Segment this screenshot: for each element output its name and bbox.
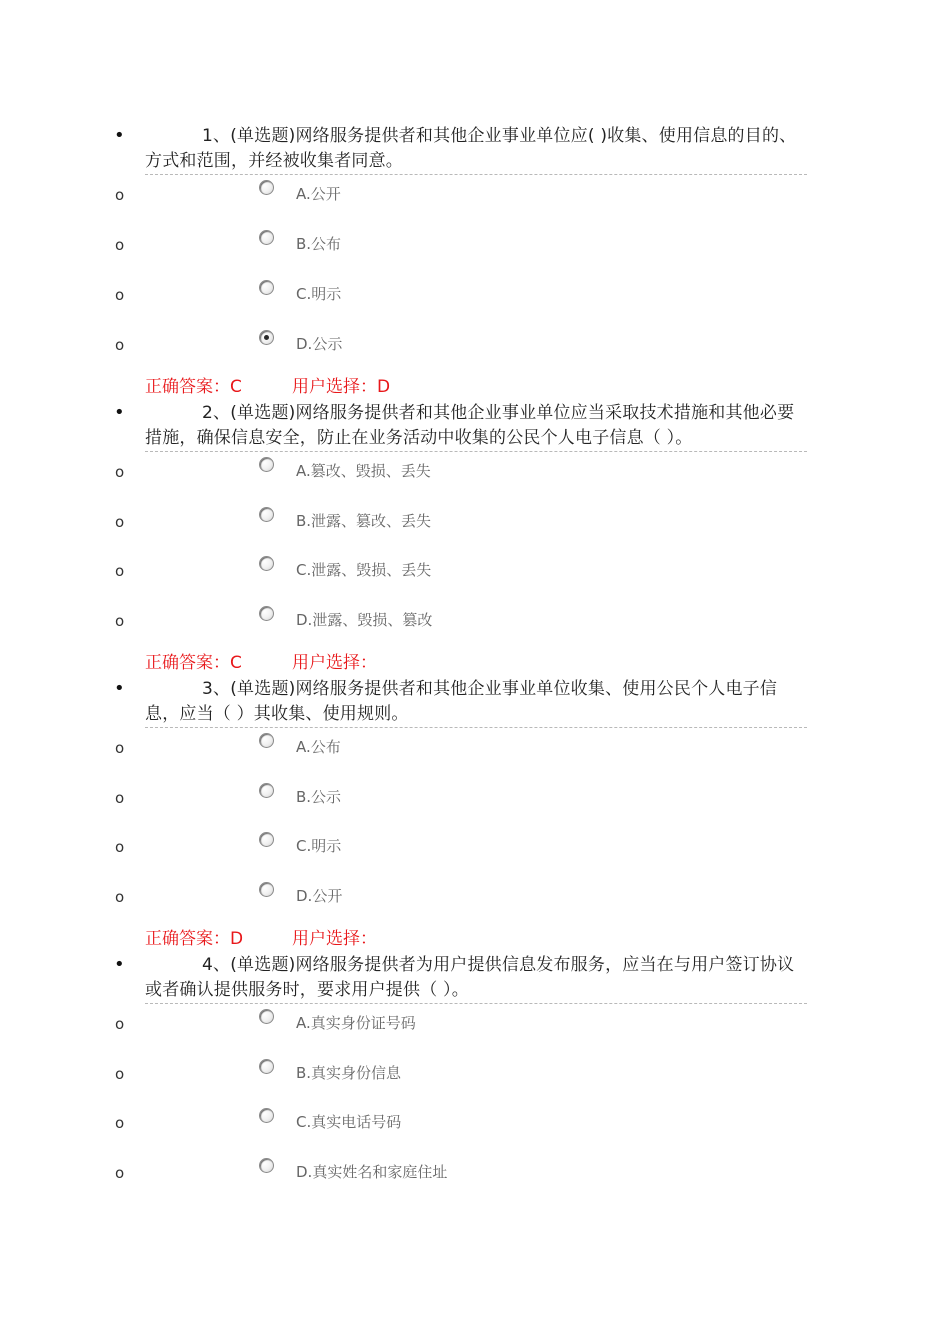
option-bullet: o <box>115 513 125 531</box>
option-bullet: o <box>115 562 125 580</box>
question-bullet: • <box>114 954 125 975</box>
correct-answer: 正确答案：C <box>145 653 242 673</box>
radio-button[interactable] <box>259 180 274 195</box>
option-bullet: o <box>115 789 125 807</box>
option-bullet: o <box>115 336 125 354</box>
correct-answer: 正确答案：C <box>145 377 242 397</box>
option-row <box>0 783 950 813</box>
radio-button[interactable] <box>259 1158 274 1173</box>
question-text: 4、(单选题)网络服务提供者为用户提供信息发布服务，应当在与用户签订协议或者确认提供服务时，要求用户提供（ ）。 <box>145 955 795 1000</box>
option-label: B.真实身份信息 <box>296 1064 402 1082</box>
option-row <box>0 1009 950 1039</box>
question-bullet: • <box>114 678 125 699</box>
option-label: B.公示 <box>296 788 342 806</box>
option-row <box>0 556 950 586</box>
radio-button[interactable] <box>259 230 274 245</box>
option-label: A.公开 <box>296 185 341 203</box>
option-label: D.泄露、毁损、篡改 <box>296 611 433 629</box>
option-bullet: o <box>115 236 125 254</box>
option-bullet: o <box>115 838 125 856</box>
option-row <box>0 457 950 487</box>
radio-button[interactable] <box>259 783 274 798</box>
option-row <box>0 832 950 862</box>
radio-button[interactable] <box>259 556 274 571</box>
option-label: C.真实电话号码 <box>296 1113 402 1131</box>
option-bullet: o <box>115 186 125 204</box>
user-choice: 用户选择： <box>292 929 377 949</box>
question-separator <box>145 451 807 452</box>
option-label: A.篡改、毁损、丢失 <box>296 462 431 480</box>
option-bullet: o <box>115 286 125 304</box>
option-label: D.公开 <box>296 887 343 905</box>
option-label: D.公示 <box>296 335 343 353</box>
radio-button[interactable] <box>259 1009 274 1024</box>
option-row <box>0 882 950 912</box>
option-row <box>0 280 950 310</box>
option-label: B.公布 <box>296 235 342 253</box>
question-text: 1、(单选题)网络服务提供者和其他企业事业单位应( )收集、使用信息的目的、方式和范围，并经被收集者同意。 <box>145 126 797 171</box>
option-row <box>0 230 950 260</box>
radio-button[interactable] <box>259 457 274 472</box>
user-choice: 用户选择：D <box>292 377 391 397</box>
radio-button[interactable] <box>259 1059 274 1074</box>
answer-line <box>145 928 377 950</box>
radio-button[interactable] <box>259 1108 274 1123</box>
user-choice: 用户选择： <box>292 653 377 673</box>
option-bullet: o <box>115 1065 125 1083</box>
option-bullet: o <box>115 1164 125 1182</box>
answer-line <box>145 652 377 674</box>
option-label: A.真实身份证号码 <box>296 1014 416 1032</box>
option-row <box>0 330 950 360</box>
question-bullet: • <box>114 125 125 146</box>
option-row <box>0 1158 950 1188</box>
question-text: 3、(单选题)网络服务提供者和其他企业事业单位收集、使用公民个人电子信息，应当（ ）其收集、使用规则。 <box>145 679 778 724</box>
question-separator <box>145 174 807 175</box>
option-bullet: o <box>115 1114 125 1132</box>
radio-button[interactable] <box>259 882 274 897</box>
option-label: B.泄露、篡改、丢失 <box>296 512 432 530</box>
radio-button[interactable] <box>259 832 274 847</box>
answer-line <box>145 376 391 398</box>
option-row <box>0 1108 950 1138</box>
option-bullet: o <box>115 739 125 757</box>
question-separator <box>145 1003 807 1004</box>
radio-button[interactable] <box>259 507 274 522</box>
option-label: A.公布 <box>296 738 341 756</box>
correct-answer: 正确答案：D <box>145 929 244 949</box>
option-bullet: o <box>115 888 125 906</box>
option-row <box>0 1059 950 1089</box>
option-label: C.明示 <box>296 285 342 303</box>
option-row <box>0 180 950 210</box>
option-bullet: o <box>115 463 125 481</box>
option-row <box>0 507 950 537</box>
radio-button[interactable] <box>259 280 274 295</box>
option-label: D.真实姓名和家庭住址 <box>296 1163 448 1181</box>
radio-button[interactable] <box>259 733 274 748</box>
option-label: C.泄露、毁损、丢失 <box>296 561 432 579</box>
option-label: C.明示 <box>296 837 342 855</box>
radio-button[interactable] <box>259 606 274 621</box>
option-bullet: o <box>115 1015 125 1033</box>
question-separator <box>145 727 807 728</box>
option-bullet: o <box>115 612 125 630</box>
question-bullet: • <box>114 402 125 423</box>
option-row <box>0 733 950 763</box>
question-text: 2、(单选题)网络服务提供者和其他企业事业单位应当采取技术措施和其他必要措施，确保信息安全，防止在业务活动中收集的公民个人电子信息（ ）。 <box>145 403 795 448</box>
option-row <box>0 606 950 636</box>
radio-button-selected[interactable] <box>259 330 274 345</box>
